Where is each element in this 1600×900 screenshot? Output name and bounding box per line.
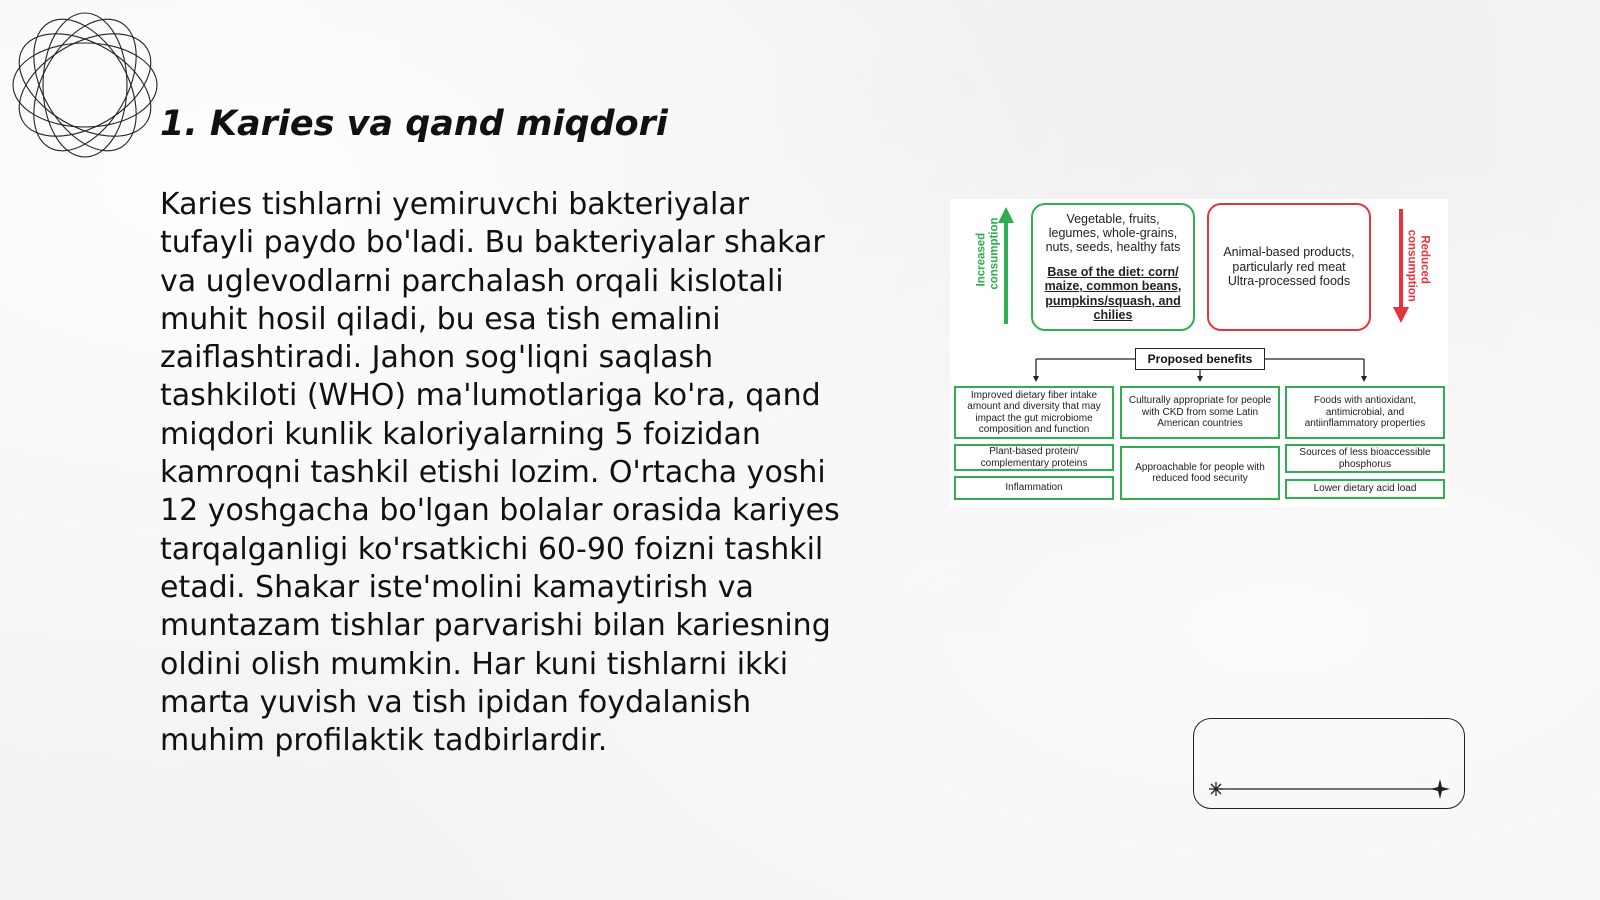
increased-consumption-label: Increased consumption xyxy=(975,217,1000,290)
benefit-protein: Plant-based protein/ complementary proteins xyxy=(954,444,1114,471)
base-of-diet-text: Base of the diet: corn/ maize, common beans, pumpkins/squash, and chilies xyxy=(1044,264,1182,322)
slide-body-text: Karies tishlarni yemiruvchi bakteriyalar tufayli paydo bo'ladi. Bu bakteriyalar shakar va uglevodlarni parchalash orqali kislotali muhit hosil qiladi, bu esa tish emalini zaiflashtiradi. Jahon sog'liqni saqlash tashkiloti (WHO) ma'lumotlariga ko'ra, qand miqdori kunlik kaloriyalarning 5 foizidan kamroqni tashkil etishi lozim. O'rtacha yoshi 12 yoshgacha bo'lgan bolalar orasida kariyes tarqalganligi ko'rsatkichi 60-90 foizni tashkil etadi. Shakar iste'molini kamaytirish va muntazam tishlar parvarishi bilan kariesning oldini olish mumkin. Har kuni tishlarni ikki marta yuvish va tish ipidan foydalanish muhim profilaktik tadbirlardir. xyxy=(160,187,840,759)
benefit-antioxidant: Foods with antioxidant, antimicrobial, and antiinflammatory properties xyxy=(1285,386,1445,439)
benefit-acid-load: Lower dietary acid load xyxy=(1285,479,1445,499)
increased-consumption-box: Vegetable, fruits, legumes, whole-grains, nuts, seeds, healthy fats Base of the diet: corn/ maize, common beans, pumpkins/squash, and chilies xyxy=(1031,203,1195,331)
decorative-circles-logo xyxy=(10,10,160,160)
benefit-phosphorus: Sources of less bioaccessible phosphorus xyxy=(1285,444,1445,473)
slide-title: 1. Karies va qand miqdori xyxy=(160,104,668,144)
benefit-culturally-appropriate: Culturally appropriate for people with CKD from some Latin American countries xyxy=(1120,386,1280,439)
sun-icon xyxy=(1209,782,1223,796)
diet-benefits-diagram xyxy=(950,199,1448,507)
decorative-line xyxy=(1194,719,1466,810)
benefit-food-security: Approachable for people with reduced food security xyxy=(1120,446,1280,500)
benefit-fiber: Improved dietary fiber intake amount and diversity that may impact the gut microbiome composition and function xyxy=(954,386,1114,439)
sparkle-icon xyxy=(1430,779,1450,799)
proposed-benefits-box: Proposed benefits xyxy=(1135,348,1265,370)
reduced-consumption-label: Reduced consumption xyxy=(1406,229,1431,302)
benefit-inflammation: Inflammation xyxy=(954,476,1114,500)
reduced-consumption-box: Animal-based products, particularly red meat Ultra-processed foods xyxy=(1207,203,1371,331)
decorative-slider-frame xyxy=(1193,718,1465,809)
